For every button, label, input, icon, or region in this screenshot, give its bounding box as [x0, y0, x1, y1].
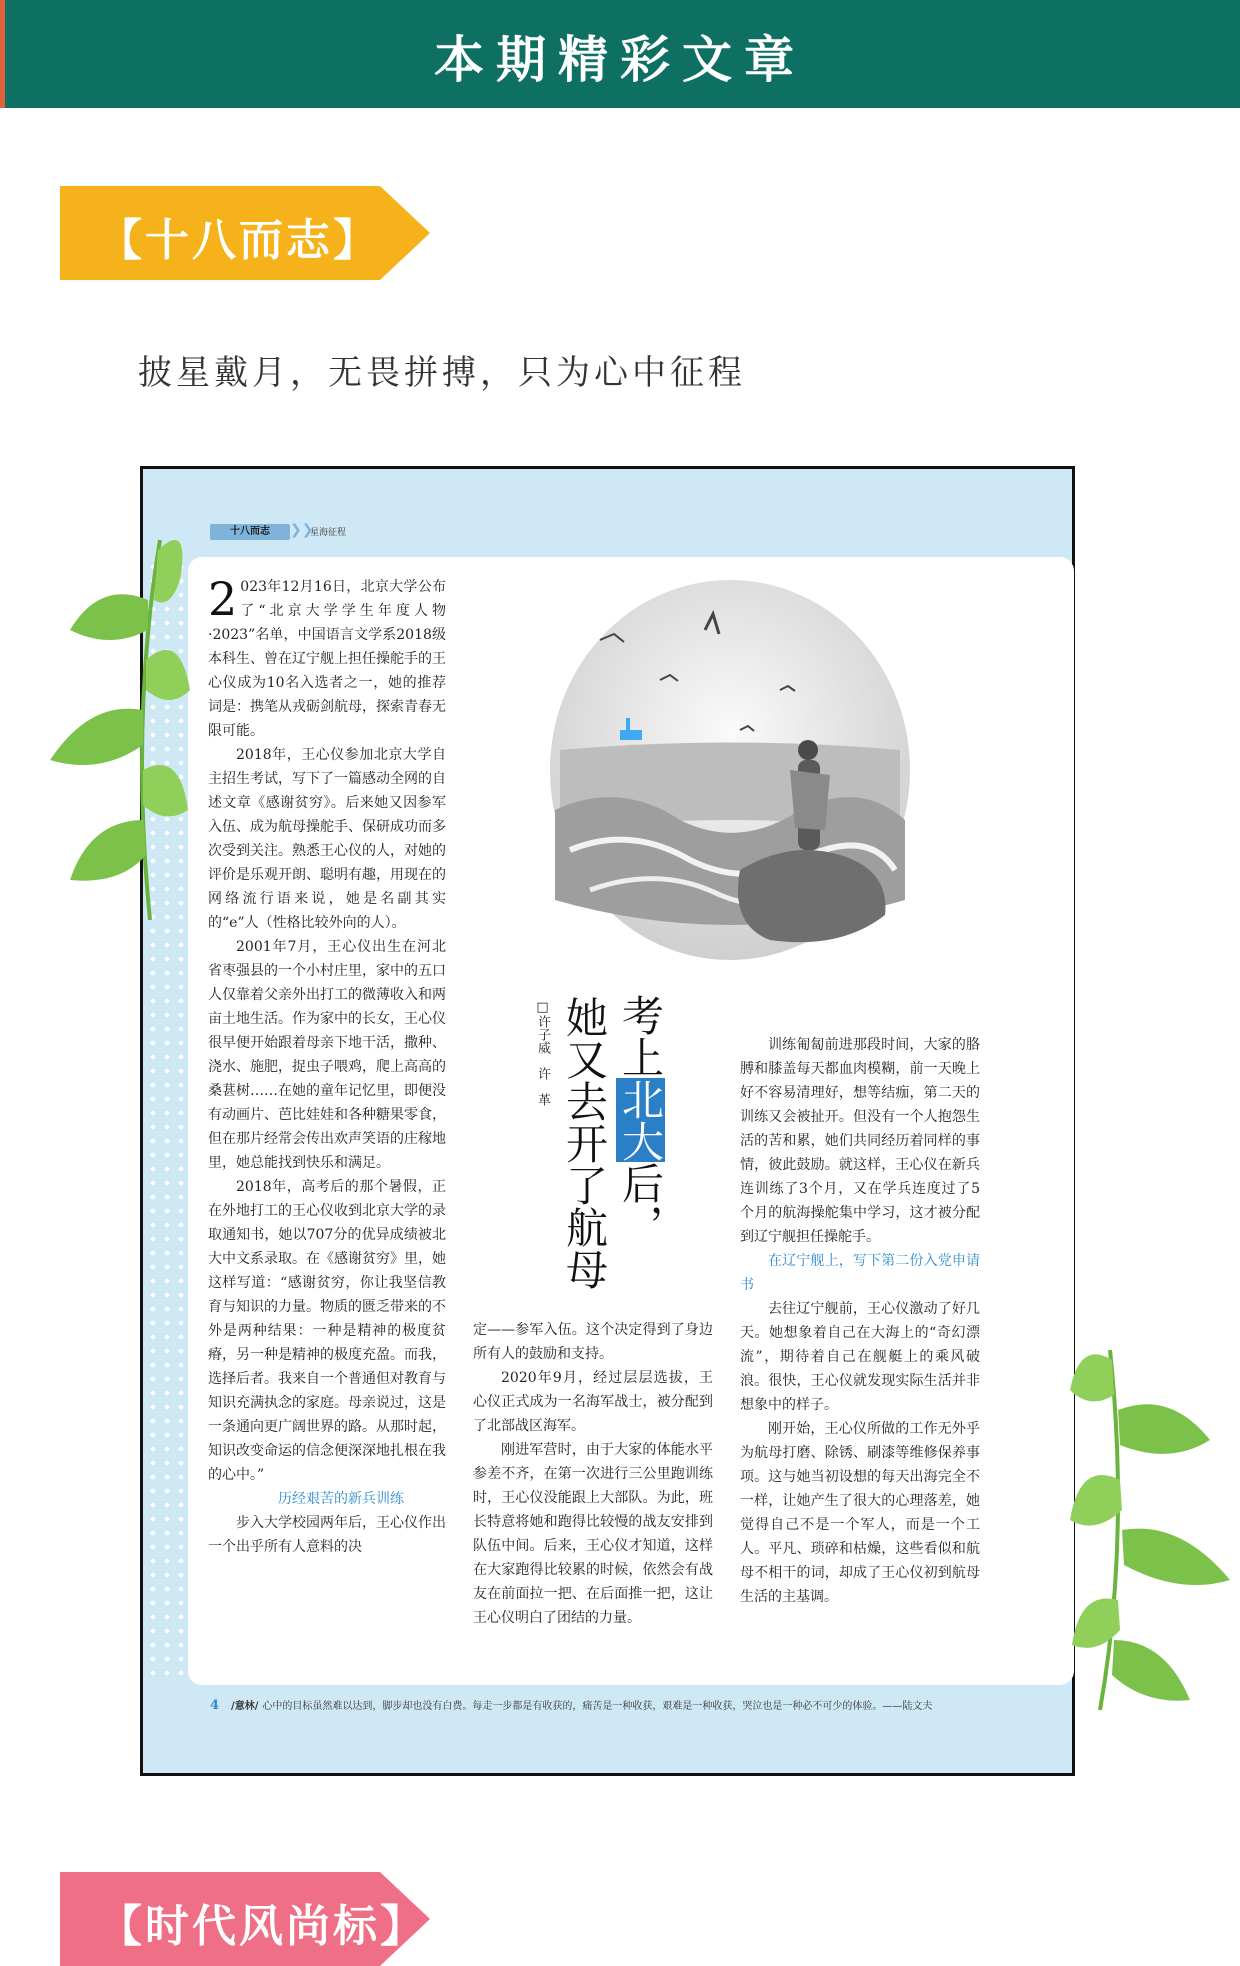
drop-cap: 2	[208, 575, 238, 626]
footer-quote: 心中的目标虽然难以达到，脚步却也没有白费。每走一步都是有收获的，痛苦是一种收获，艰难是一种收获，哭泣也是一种必不可少的体验。——陆文夫	[262, 1701, 933, 1712]
article-column-3	[740, 1033, 980, 1678]
article-title-line1: 考上北大后，	[616, 994, 665, 1246]
article-column-2	[473, 1318, 713, 1678]
article-author: □许子威 许 革	[535, 1000, 550, 1106]
paragraph: 2018年，高考后的那个暑假，正在外地打工的王心仪收到北京大学的录取通知书，她以707分的优异成绩被北大中文系录取。在《感谢贫穷》里，她这样写道：“感谢贫穷，你让我坚信教育与知识的力量。物质的匮乏带来的不外是两种结果：一种是精神的极度贫瘠，另一种是精神的极度充盈。而我，选择后者。我来自一个普通但对教育与知识充满执念的家庭。母亲说过，这是一条通向更广阔世界的路。从那时起，知识改变命运的信念便深深地扎根在我的心中。”	[208, 1179, 446, 1483]
paragraph: 2018年，王心仪参加北京大学自主招生考试，写下了一篇感动全网的自述文章《感谢贫穷》。后来她又因参军入伍、成为航母操舵手、保研成功而多次受到关注。熟悉王心仪的人，对她的评价是乐观开朗、聪明有趣，用现在的网络流行语来说，她是名副其实的“e”人（性格比较外向的人）。	[208, 747, 446, 931]
paragraph: 定——参军入伍。这个决定得到了身边所有人的鼓励和支持。	[473, 1322, 713, 1362]
section-tag-shidai	[60, 1872, 430, 1966]
paragraph: 训练匍匐前进那段时间，大家的胳膊和膝盖每天都血肉模糊，前一天晚上好不容易清理好，想等结痂，第二天的训练又会被扯开。但没有一个人抱怨生活的苦和累，她们共同经历着同样的事情，彼此鼓励。就这样，王心仪在新兵连训练了3个月，又在学兵连度过了5个月的航海操舵集中学习，这才被分配到辽宁舰担任操舵手。	[740, 1037, 980, 1245]
column-tag: 十八而志	[210, 524, 290, 540]
chevron-right-icon: ❯❯	[290, 522, 314, 538]
subheading: 在辽宁舰上，写下第二份入党申请书	[740, 1253, 980, 1293]
banner-title: 本期精彩文章	[434, 30, 806, 89]
footer-source: /意林/	[231, 1701, 259, 1712]
paragraph: 刚开始，王心仪所做的工作无外乎为航母打磨、除锈、刷漆等维修保养事项。这与她当初设想的每天出海完全不一样，让她产生了很大的心理落差，她觉得自己不是一个军人，而是一个工人。平凡、琐碎和枯燥，这些看似和航母不相干的词，却成了王心仪初到航母生活的主基调。	[740, 1421, 980, 1605]
paragraph: 023年12月16日，北京大学公布了“北京大学学生年度人物·2023”名单，中国语言文学系2018级本科生、曾在辽宁舰上担任操舵手的王心仪成为10名入选者之一，她的推荐词是：携笔从戎砺剑航母，探索青春无限可能。	[208, 579, 446, 739]
column-subtitle: 星海征程	[310, 528, 347, 538]
paragraph: 2020年9月，经过层层选拔，王心仪正式成为一名海军战士，被分配到了北部战区海军。	[473, 1370, 713, 1434]
section-tag-shiba	[60, 186, 430, 280]
section-title: 披星戴月，无畏拼搏，只为心中征程	[138, 353, 746, 393]
subheading: 历经艰苦的新兵训练	[278, 1491, 404, 1507]
paragraph: 刚进军营时，由于大家的体能水平参差不齐，在第一次进行三公里跑训练时，王心仪没能跟上大部队。为此，班长特意将她和跑得比较慢的战友安排到队伍中间。后来，王心仪才知道，这样在大家跑得比较累的时候，依然会有战友在前面拉一把、在后面推一把，这让王心仪明白了团结的力量。	[473, 1442, 713, 1626]
magazine-footer	[210, 1698, 990, 1715]
leaf-branch-left-icon	[30, 520, 190, 930]
article-column-1	[208, 575, 446, 1675]
paragraph: 去往辽宁舰前，王心仪激动了好几天。她想象着自己在大海上的“奇幻漂流”，期待着自己在舰艇上的乘风破浪。很快，王心仪就发现实际生活并非想象中的样子。	[740, 1301, 980, 1413]
illustration-sea-figure	[540, 570, 920, 970]
paragraph: 步入大学校园两年后，王心仪作出一个出乎所有人意料的决	[208, 1515, 446, 1555]
section-tag-label: 【时代风尚标】	[98, 1901, 427, 1952]
article-title-line2: 她又去开了航母	[560, 996, 609, 1290]
section-tag-label: 【十八而志】	[98, 215, 380, 266]
paragraph: 2001年7月，王心仪出生在河北省枣强县的一个小村庄里，家中的五口人仅靠着父亲外出打工的微薄收入和两亩土地生活。作为家中的长女，王心仪很早便开始跟着母亲下地干活，撒种、浇水、施肥，捉虫子喂鸡，爬上高高的桑葚树……在她的童年记忆里，即便没有动画片、芭比娃娃和各种糖果零食，但在那片经常会传出欢声笑语的庄稼地里，她总能找到快乐和满足。	[208, 939, 446, 1171]
page-number: 4	[210, 1698, 220, 1713]
leaf-branch-right-icon	[1070, 1340, 1240, 1720]
